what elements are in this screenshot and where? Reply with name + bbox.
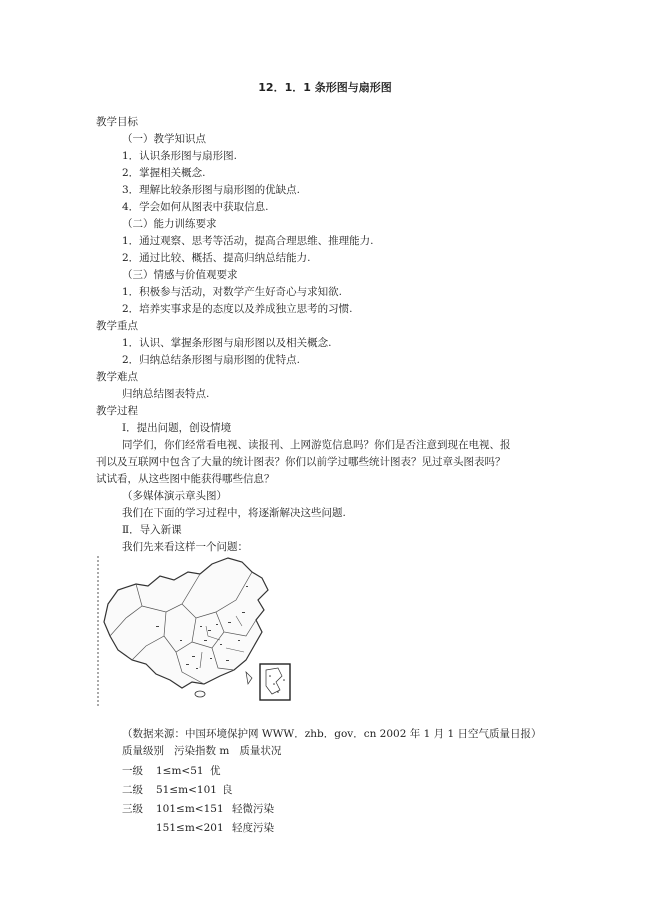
header-index: 污染指数 m	[174, 745, 230, 757]
list-item: 2．培养实事求是的态度以及养成独立思考的习惯.	[122, 303, 353, 315]
cell-status: 优	[210, 765, 221, 777]
source-note: （数据来源：中国环境保护网 WWW．zhb．gov．cn 2002 年 1 月 1 日空气质量日报）	[122, 728, 542, 740]
page-title: 12．1．1 条形图与扇形图	[258, 81, 392, 94]
header-level: 质量级别	[122, 745, 164, 757]
cell-level: 一级	[122, 765, 143, 777]
subsection-heading: （二）能力训练要求	[122, 218, 217, 230]
paragraph: 我们在下面的学习过程中，将逐渐解决这些问题.	[122, 507, 346, 519]
list-item: 4．学会如何从图表中获取信息.	[122, 201, 269, 213]
subsection-heading: Ⅱ．导入新课	[122, 524, 182, 536]
paragraph: （多媒体演示章头图）	[122, 490, 227, 502]
paragraph: 归纳总结图表特点.	[122, 388, 210, 400]
list-item: 1．通过观察、思考等活动，提高合理思维、推理能力.	[122, 235, 374, 247]
paragraph: 试试看，从这些图中能获得哪些信息？	[96, 473, 275, 485]
section-heading: 教学重点	[96, 320, 138, 332]
paragraph: 我们先来看这样一个问题：	[122, 541, 248, 553]
china-map-image	[96, 556, 298, 706]
cell-level: 二级	[122, 784, 143, 796]
section-heading: 教学难点	[96, 371, 138, 383]
cell-index: 101≤m<151	[156, 803, 224, 815]
section-heading: 教学目标	[96, 116, 138, 128]
list-item: 2．通过比较、概括、提高归纳总结能力.	[122, 252, 311, 264]
list-item: 1．积极参与活动，对数学产生好奇心与求知欲.	[122, 286, 343, 298]
header-status: 质量状况	[239, 745, 282, 757]
list-item: 1．认识条形图与扇形图.	[122, 150, 238, 162]
cell-level: 三级	[122, 803, 143, 815]
cell-status: 良	[222, 784, 233, 796]
table-row	[122, 802, 274, 816]
list-item: 2．归纳总结条形图与扇形图的优特点.	[122, 354, 301, 366]
section-heading: 教学过程	[96, 405, 138, 417]
list-item: 1．认识、掌握条形图与扇形图以及相关概念.	[122, 337, 332, 349]
cell-status: 轻微污染	[232, 803, 274, 815]
list-item: 3．理解比较条形图与扇形图的优缺点.	[122, 184, 301, 196]
paragraph: 同学们，你们经常看电视、读报刊、上网游览信息吗？你们是否注意到现在电视、报	[122, 439, 511, 451]
cell-index: 51≤m<101	[156, 784, 217, 796]
cell-status: 轻度污染	[232, 822, 274, 834]
cell-index: 1≤m<51	[156, 765, 204, 777]
subsection-heading: （三）情感与价值观要求	[122, 269, 238, 281]
paragraph: 刊以及互联网中包含了大量的统计图表？你们以前学过哪些统计图表？见过章头图表吗？	[96, 456, 506, 468]
subsection-heading: （一）教学知识点	[122, 133, 206, 145]
table-row	[122, 764, 221, 778]
subsection-heading: Ⅰ．提出问题，创设情境	[122, 422, 232, 434]
cell-index: 151≤m<201	[156, 822, 224, 834]
table-header	[122, 744, 281, 758]
table-row	[122, 821, 274, 835]
table-row	[122, 783, 233, 797]
list-item: 2．掌握相关概念.	[122, 167, 206, 179]
